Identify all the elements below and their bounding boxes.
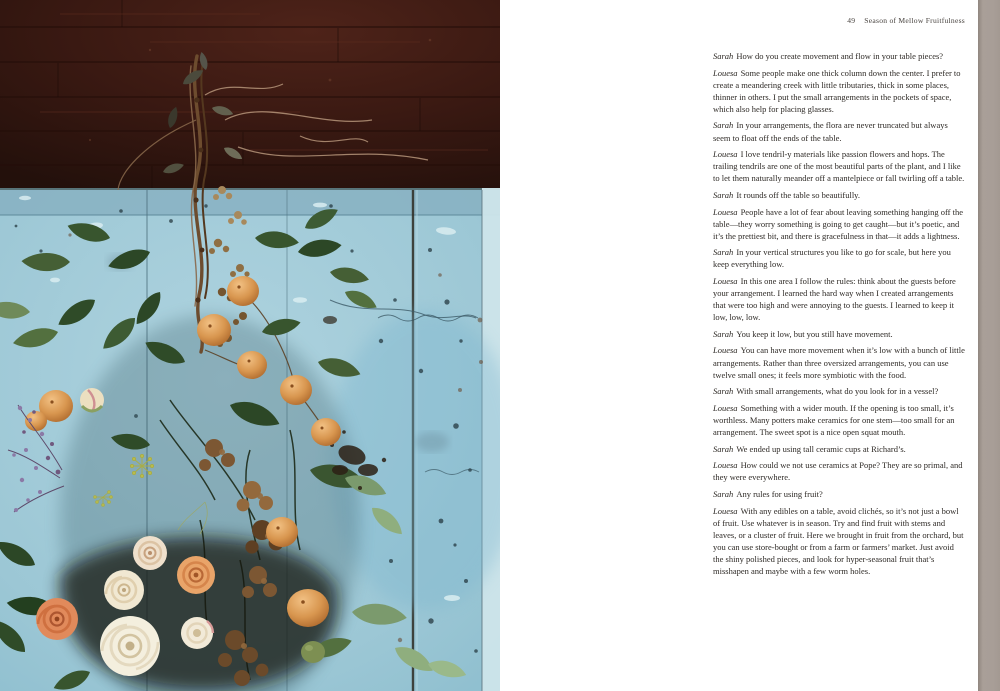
- speaker-name: Louesa: [713, 345, 738, 356]
- speech-text: In this one area I follow the rules: think about the guests before your arrangement. I learned the hard way when I created arrangements that were too high and were annoying to the guests. I learned to keep it low, low, low.: [713, 276, 956, 323]
- interview-paragraph: [713, 148, 965, 184]
- speech-text: You keep it low, but you still have movement.: [736, 328, 893, 339]
- apricot: [280, 375, 312, 405]
- interview-paragraph: [713, 189, 965, 201]
- speaker-name: Louesa: [713, 276, 738, 286]
- speech-text: People have a lot of fear about leaving something hanging off the table—they worry something is going to get caught—but it’s poetic, and it’s the prettiest bit, and there is gracefulness in that—it adds a lightness.: [713, 206, 963, 241]
- wood-floor: [0, 0, 500, 193]
- speech-text: Some people make one thick column down the center. I prefer to create a meandering creek with little tributaries, thick in some places, thinner in others. I put the small arrangements in the pockets of space, which also help for placing glasses.: [713, 67, 961, 114]
- speaker-name: Sarah: [713, 189, 734, 200]
- interview-paragraph: [713, 119, 965, 143]
- speaker-name: Sarah: [713, 328, 734, 339]
- interview-paragraph: [713, 246, 965, 270]
- speech-text: With small arrangements, what do you look for in a vessel?: [736, 386, 939, 397]
- speech-text: How could we not use ceramics at Pope? They are so primal, and they were everywhere.: [713, 460, 963, 483]
- speaker-name: Louesa: [713, 505, 738, 516]
- text-page: [500, 0, 978, 691]
- speech-text: It rounds off the table so beautifully.: [736, 189, 861, 200]
- speech-text: In your vertical structures you like to go for scale, but here you keep everything low.: [713, 247, 951, 270]
- cream-rose: [104, 570, 144, 610]
- speech-text: In your arrangements, the flora are never truncated but always seem to float off the ends of the table.: [713, 120, 948, 143]
- interview-paragraph: [713, 385, 965, 397]
- rosebud: [80, 388, 104, 412]
- blush-rose: [133, 536, 167, 570]
- speaker-name: Louesa: [713, 206, 738, 217]
- running-head: [847, 16, 965, 25]
- interview-paragraph: [713, 67, 965, 115]
- folio-number: 49: [847, 16, 856, 25]
- interview-paragraph: [713, 275, 965, 323]
- apricot: [227, 276, 259, 306]
- speech-text: I love tendril-y materials like passion flowers and hops. The trailing tendrils are one of the most beautiful parts of the plant, and I like to let them naturally meander off a mantelpiece or fall twirling off a table.: [713, 149, 965, 184]
- speech-text: How do you create movement and flow in your table pieces?: [736, 51, 944, 61]
- speaker-name: Sarah: [713, 386, 734, 397]
- apricot: [197, 314, 231, 346]
- interview-text: [713, 50, 965, 582]
- interview-paragraph: [713, 344, 965, 380]
- apricot: [287, 589, 329, 627]
- peach-rose: [177, 556, 215, 594]
- speaker-name: Louesa: [713, 460, 738, 471]
- salmon-rose: [36, 598, 78, 640]
- speech-text: Something with a wider mouth. If the opening is too small, it’s worthless. Many potters make ceramics for one stem—too small for an arrangement. The sweet spot is a nice open squat mouth.: [713, 402, 955, 438]
- interview-paragraph: [713, 488, 965, 500]
- running-head-title: Season of Mellow Fruitfulness: [864, 16, 965, 25]
- interview-paragraph: [713, 443, 965, 455]
- apricot: [237, 351, 267, 379]
- interview-paragraph: [713, 459, 965, 483]
- apricot: [266, 517, 298, 547]
- interview-paragraph: [713, 50, 965, 62]
- apricot: [311, 418, 341, 446]
- book-page-edge: [978, 0, 1000, 691]
- speech-text: With any edibles on a table, avoid clichés, so it’s not just a bowl of fruit. Use whatever is in season. Try and find fruit with stems and leaves, or a cluster of fruit. Here we brought in fruit from the orchard, but you can use store-bought or from a farm or farmers’ market. Just avoid the shiny polished pieces, and look for hyper-seasonal fruit that’s misshapen and maybe with a few worm holes.: [713, 505, 964, 576]
- speaker-name: Sarah: [713, 443, 734, 454]
- interview-paragraph: [713, 505, 965, 578]
- speaker-name: Sarah: [713, 120, 734, 131]
- speaker-name: Louesa: [713, 67, 738, 78]
- white-rose-large: [100, 616, 160, 676]
- speaker-name: Sarah: [713, 51, 734, 61]
- interview-paragraph: [713, 206, 965, 242]
- green-fruit: [301, 641, 325, 663]
- speech-text: You can have more movement when it’s low with a bunch of little arrangements. Rather than three oversized arrangements, you can use twelve small ones; it feels more symbiotic with the food.: [713, 345, 965, 380]
- interview-paragraph: [713, 328, 965, 340]
- speaker-name: Sarah: [713, 247, 734, 258]
- speech-text: Any rules for using fruit?: [736, 488, 823, 499]
- interview-paragraph: [713, 402, 965, 438]
- speaker-name: Sarah: [713, 488, 734, 499]
- white-pink-rose: [181, 617, 213, 649]
- speaker-name: Louesa: [713, 149, 738, 160]
- speaker-name: Louesa: [713, 402, 738, 413]
- speech-text: We ended up using tall ceramic cups at Richard’s.: [736, 443, 906, 454]
